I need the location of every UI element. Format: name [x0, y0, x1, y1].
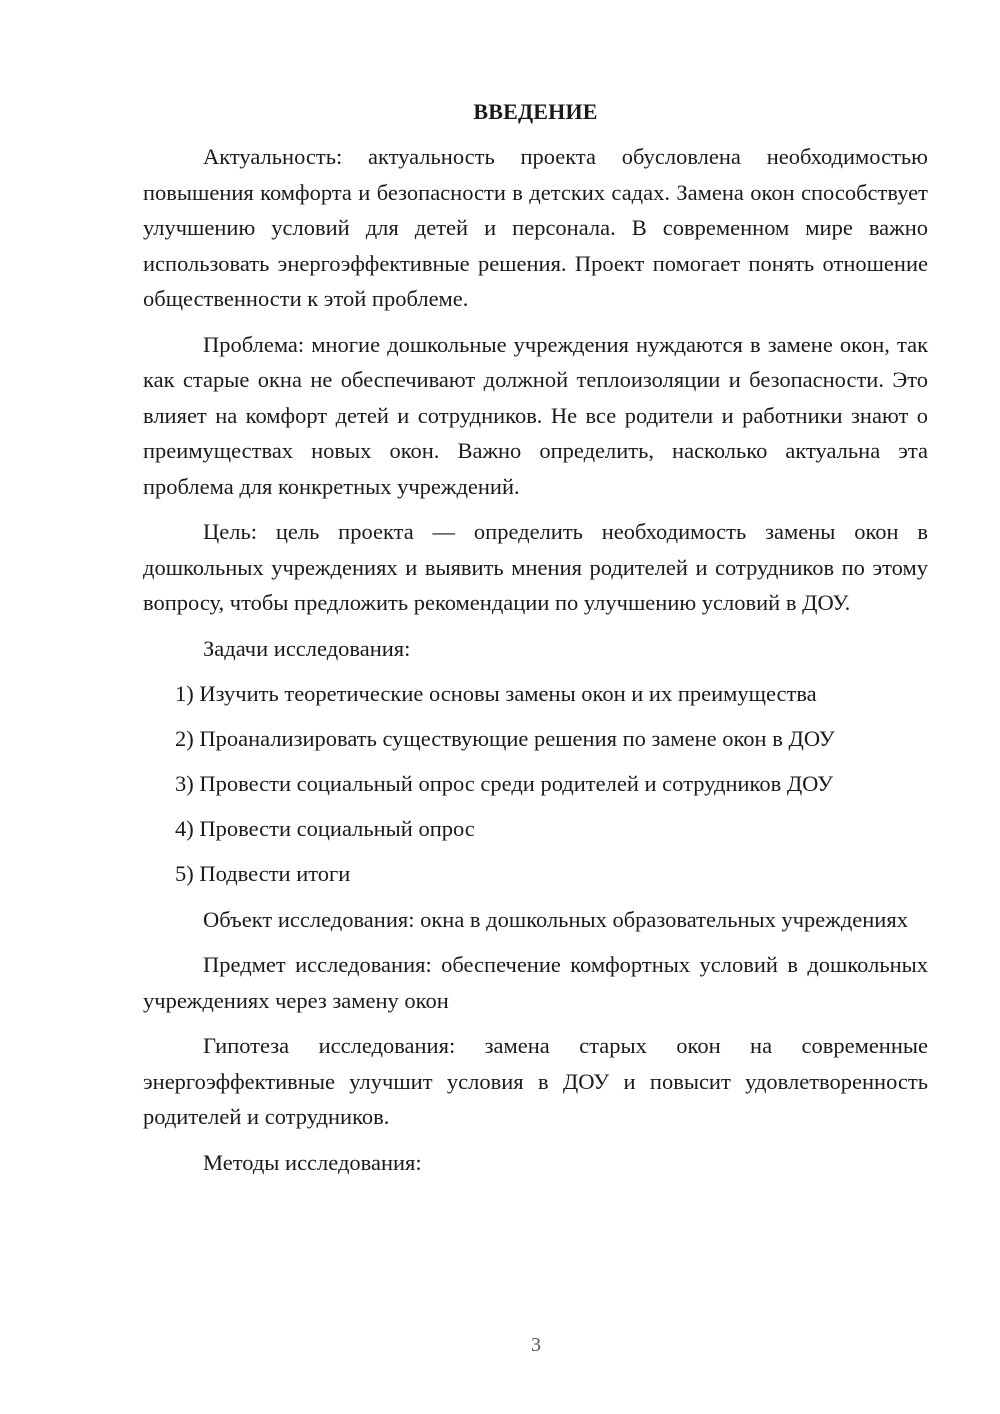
- tasks-list: [143, 676, 928, 892]
- paragraph-hypothesis: Гипотеза исследования: замена старых окон на современные энергоэффективные улучшит условия в ДОУ и повысит удовлетворенность родителей и сотрудников.: [143, 1033, 928, 1129]
- list-item: 1) Изучить теоретические основы замены окон и их преимущества: [175, 681, 817, 706]
- list-item: 5) Подвести итоги: [175, 861, 351, 886]
- page-content: [143, 97, 928, 1190]
- list-item: 2) Проанализировать существующие решения по замене окон в ДОУ: [175, 726, 835, 751]
- methods-heading: Методы исследования:: [203, 1149, 422, 1175]
- paragraph-problem: Проблема: многие дошкольные учреждения нуждаются в замене окон, так как старые окна не обеспечивают должной теплоизоляции и безопасности. Это влияет на комфорт детей и сотрудников. Не все родители и работники знают о преимуществах новых окон. Важно определить, насколько актуальна эта проблема для конкретных учреждений.: [143, 331, 928, 499]
- section-title: ВВЕДЕНИЕ: [473, 99, 598, 124]
- paragraph-subject: Предмет исследования: обеспечение комфортных условий в дошкольных учреждениях через замену окон: [143, 952, 928, 1013]
- paragraph-object: Объект исследования: окна в дошкольных образовательных учреждениях: [203, 906, 908, 932]
- paragraph-relevance: Актуальность: актуальность проекта обусловлена необходимостью повышения комфорта и безопасности в детских садах. Замена окон способствует улучшению условий для детей и персонала. В современном мире важно использовать энергоэффективные решения. Проект помогает понять отношение общественности к этой проблеме.: [143, 144, 928, 311]
- page-number: 3: [531, 1334, 541, 1356]
- list-item: 4) Провести социальный опрос: [175, 816, 475, 841]
- list-item: 3) Провести социальный опрос среди родителей и сотрудников ДОУ: [175, 771, 834, 796]
- paragraph-goal: Цель: цель проекта — определить необходимость замены окон в дошкольных учреждениях и выявить мнения родителей и сотрудников по этому вопросу, чтобы предложить рекомендации по улучшению условий в ДОУ.: [143, 519, 928, 615]
- tasks-heading: Задачи исследования:: [203, 635, 411, 661]
